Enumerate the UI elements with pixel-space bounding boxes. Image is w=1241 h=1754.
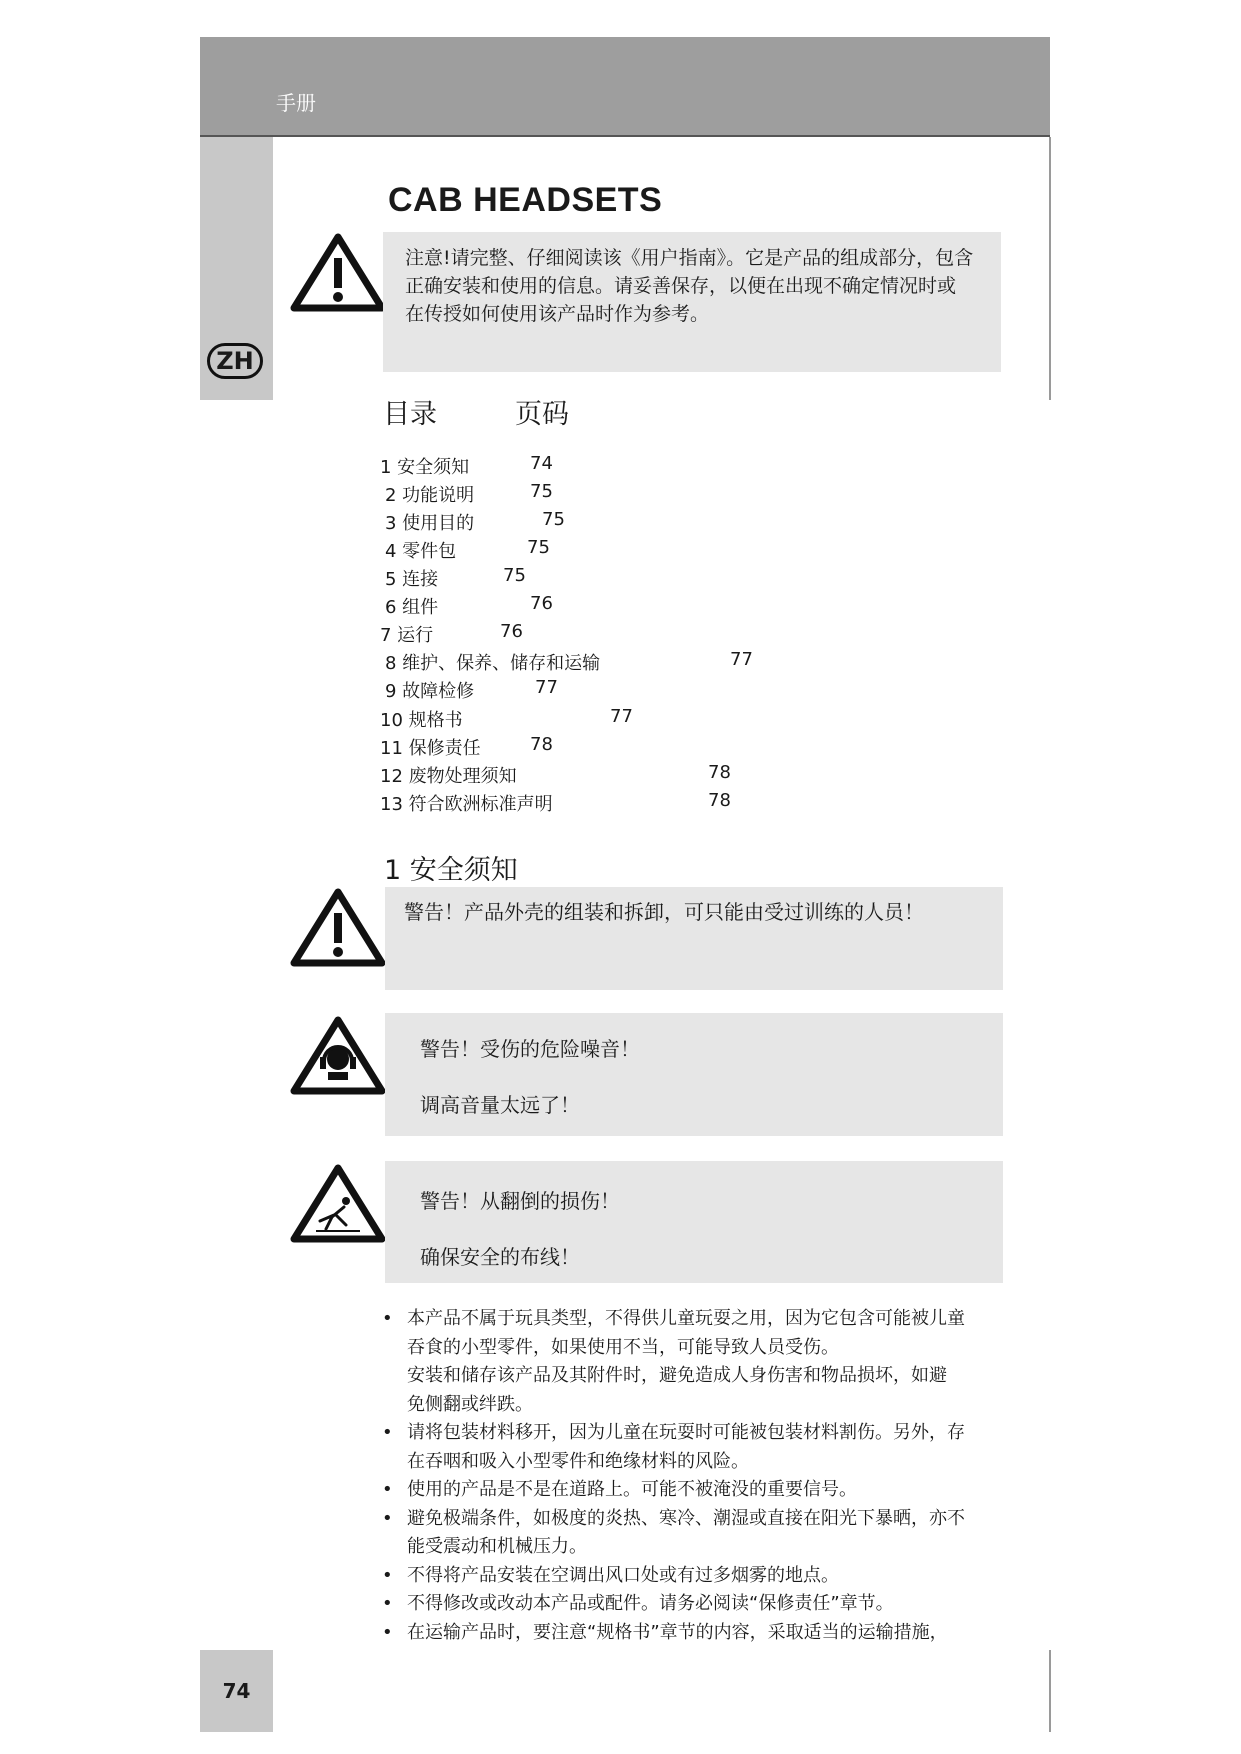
warning-text: 警告！受伤的危险噪音！ [420,1037,640,1061]
notice-line: 正确安装和使用的信息。请妥善保存，以便在出现不确定情况时或 [405,275,957,297]
toc-item-page: 75 [503,565,526,586]
list-item: • 在运输产品时，要注意“规格书”章节的内容，采取适当的运输措施， [382,1619,1022,1648]
toc-item-page: 78 [530,734,553,755]
warning-text: 确保安全的布线！ [420,1245,580,1269]
exclamation-warning-icon [290,887,386,967]
document-title: CAB HEADSETS [388,181,663,219]
toc-item: 3 使用目的 [385,513,475,534]
toc-item: 10 规格书 [380,710,463,731]
exclamation-warning-icon [290,232,386,312]
toc-item-page: 75 [530,481,553,502]
list-item: • 请将包装材料移开，因为儿童在玩耍时可能被包装材料割伤。另外，存 在吞咽和吸入小型零件和绝缘材料的风险。 [382,1419,1022,1476]
toc-item: 2 功能说明 [385,485,475,506]
toc-item: 12 废物处理须知 [380,766,517,787]
toc-item-page: 74 [530,453,553,474]
toc-item-page: 76 [530,593,553,614]
toc-item: 9 故障检修 [385,681,475,702]
toc-heading-page: 页码 [515,399,569,430]
toc-item-page: 77 [610,706,633,727]
toc-item: 7 运行 [380,625,434,646]
header-bar [200,37,1050,137]
right-rule [1049,137,1051,400]
list-item: • 不得修改或改动本产品或配件。请务必阅读“保修责任”章节。 [382,1590,1022,1619]
toc-item: 4 零件包 [385,541,457,562]
page-number: 74 [200,1650,273,1732]
toc-item-page: 75 [527,537,550,558]
notice-line: 注意!请完整、仔细阅读该《用户指南》。它是产品的组成部分，包含 [405,247,974,269]
toc-item: 6 组件 [385,597,439,618]
toc-item-page: 75 [542,509,565,530]
warning-text: 调高音量太远了！ [420,1093,580,1117]
list-item: • 使用的产品是不是在道路上。可能不被淹没的重要信号。 [382,1476,1022,1505]
warning-text: 警告！从翻倒的损伤！ [420,1189,620,1213]
safety-bullet-list [382,1305,1022,1647]
notice-line: 在传授如何使用该产品时作为参考。 [405,303,710,325]
toc-heading-contents: 目录 [383,399,437,430]
notice-text [405,244,1005,328]
toc-item-page: 77 [730,649,753,670]
toc-item-page: 78 [708,762,731,783]
toc-item: 11 保修责任 [380,738,481,759]
trip-hazard-icon [290,1163,386,1243]
toc-item-page: 78 [708,790,731,811]
list-item: • 不得将产品安装在空调出风口处或有过多烟雾的地点。 [382,1562,1022,1591]
toc-item: 8 维护、保养、储存和运输 [385,653,601,674]
toc-item: 13 符合欧洲标准声明 [380,794,553,815]
list-item: • 避免极端条件，如极度的炎热、寒冷、潮湿或直接在阳光下暴晒，亦不 能受震动和机械压力。 [382,1505,1022,1562]
toc-item-page: 76 [500,621,523,642]
toc-item: 5 连接 [385,569,439,590]
section-heading: 1 安全须知 [384,855,518,886]
toc-item: 1 安全须知 [380,457,470,478]
noise-hazard-icon [290,1015,386,1095]
toc-item-page: 77 [535,677,558,698]
right-rule-bottom [1049,1650,1051,1732]
header-title: 手册 [276,91,316,115]
warning-text: 警告！产品外壳的组装和拆卸，可只能由受过训练的人员！ [404,900,924,924]
language-badge: ZH [207,343,263,379]
list-item: • 本产品不属于玩具类型，不得供儿童玩耍之用，因为它包含可能被儿童 吞食的小型零件，如果使用不当，可能导致人员受伤。 安装和储存该产品及其附件时，避免造成人身伤害和物品损坏，如避 免侧翻或绊跌。 [382,1305,1022,1419]
